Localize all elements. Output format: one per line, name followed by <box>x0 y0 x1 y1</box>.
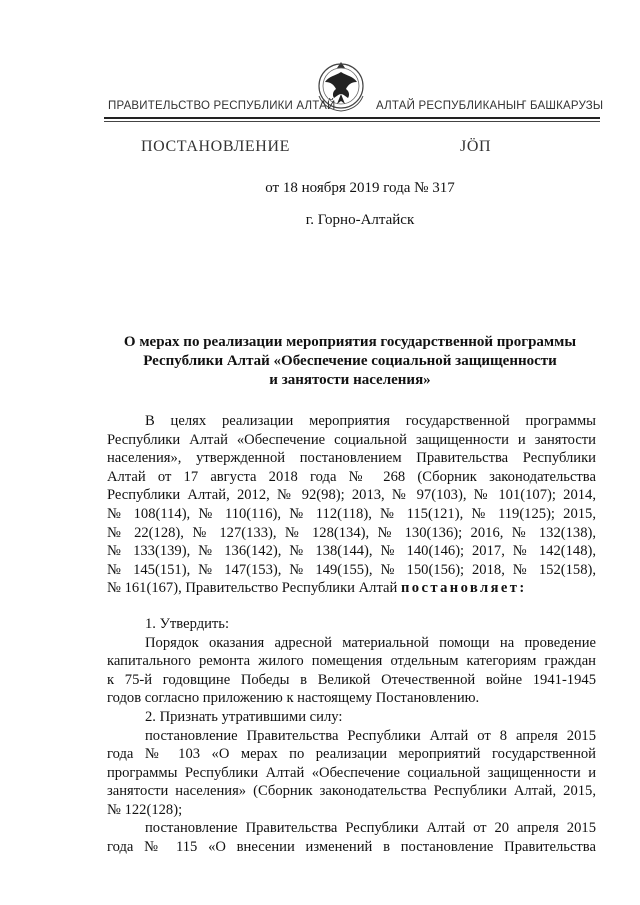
item2a-line: занятости населения» (Сборник законодательства Республики Алтай, 2015, <box>107 783 596 800</box>
preamble-line: населения», утвержденной постановлением Правительства Республики <box>107 450 596 467</box>
document-city: г. Горно-Алтайск <box>305 212 415 228</box>
header-rule-thick <box>104 117 600 119</box>
header-left-text: ПРАВИТЕЛЬСТВО РЕСПУБЛИКИ АЛТАЙ <box>108 100 336 112</box>
paragraph-gap <box>107 598 596 615</box>
decree-word: постановляет: <box>400 580 527 597</box>
document-body <box>107 412 596 857</box>
item2a-line: года № 103 «О мерах по реализации мероприятий государственной <box>107 746 596 763</box>
document-title <box>100 333 600 390</box>
item1-line: Порядок оказания адресной материальной помощи на проведение <box>145 634 596 651</box>
preamble-line: № 108(114), № 110(116), № 112(118), № 115(121), № 119(125); 2015, <box>107 505 596 522</box>
title-line: Республики Алтай «Обеспечение социальной защищенности <box>143 353 557 369</box>
item2a-line: № 122(128); <box>107 801 183 818</box>
item2-heading: 2. Признать утратившими силу: <box>145 708 343 725</box>
item2b-line: постановление Правительства Республики Алтай от 20 апреля 2015 <box>145 820 596 837</box>
title-line: и занятости населения» <box>269 372 431 388</box>
preamble-line: № 133(139), № 136(142), № 138(144), № 140(146); 2017, № 142(148), <box>107 543 596 560</box>
title-line: О мерах по реализации мероприятия государственной программы <box>123 334 577 350</box>
doc-type-altai: ЈӦП <box>460 138 492 155</box>
item1-line: капитального ремонта жилого помещения отдельным категориям граждан <box>107 653 596 670</box>
preamble-line: № 145(151), № 147(153), № 149(155), № 150(156); 2018, № 152(158), <box>107 561 596 578</box>
doc-type-russian: ПОСТАНОВЛЕНИЕ <box>141 138 290 155</box>
document-date: от 18 ноября 2019 года № 317 <box>265 180 455 196</box>
preamble-line: № 22(128), № 127(133), № 128(134), № 130(136); 2016, № 132(138), <box>107 524 596 541</box>
item2a-line: постановление Правительства Республики Алтай от 8 апреля 2015 <box>145 727 596 744</box>
header-right-text: АЛТАЙ РЕСПУБЛИКАНЫҤ БАШКАРУЗЫ <box>376 100 604 112</box>
preamble-last-line <box>107 579 596 598</box>
item2b-line: года № 115 «О внесении изменений в постановление Правительства <box>107 839 596 856</box>
preamble-line: В целях реализации мероприятия государственной программы <box>145 413 596 429</box>
header-rule-thin <box>104 121 600 122</box>
item2a-line: программы Республики Алтай «Обеспечение социальной защищенности и <box>107 764 596 781</box>
item1-line: годов согласно приложению к настоящему Постановлению. <box>107 690 480 707</box>
item1-line: к 75-й годовщине Победы в Великой Отечественной войне 1941-1945 <box>107 671 596 688</box>
preamble-last-text: № 161(167), Правительство Республики Алтай <box>107 580 398 597</box>
preamble-line: Республики Алтай «Обеспечение социальной защищенности и занятости <box>107 431 596 448</box>
preamble-line: Алтай от 17 августа 2018 года № 268 (Сборник законодательства <box>107 468 596 485</box>
preamble-line: Республики Алтай, 2012, № 92(98); 2013, № 97(103), № 101(107); 2014, <box>107 487 596 504</box>
item1-heading: 1. Утвердить: <box>145 615 230 632</box>
